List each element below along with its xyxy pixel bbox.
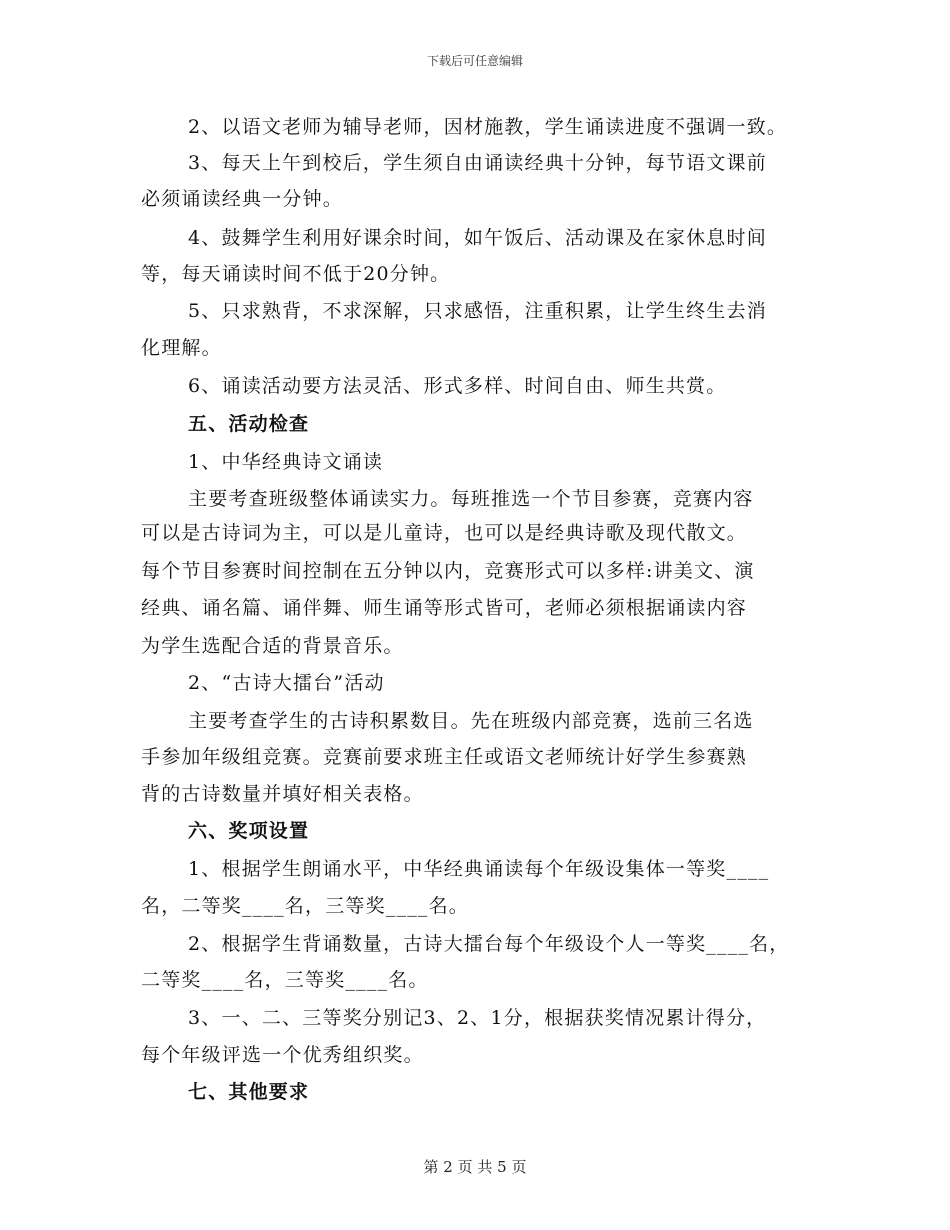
paragraph-line: 等，每天诵读时间不低于20分钟。 <box>141 263 451 285</box>
subsection-heading: 1、中华经典诗文诵读 <box>188 451 384 473</box>
section-heading: 六、奖项设置 <box>188 820 310 842</box>
paragraph-line: 主要考查学生的古诗积累数目。先在班级内部竞赛，选前三名选 <box>188 710 754 732</box>
paragraph-line: 可以是古诗词为主，可以是儿童诗，也可以是经典诗歌及现代散文。 <box>141 522 748 544</box>
paragraph-line: 手参加年级组竞赛。竞赛前要求班主任或语文老师统计好学生参赛熟 <box>141 746 748 768</box>
page-header: 下载后可任意编辑 <box>426 54 523 68</box>
section-heading: 七、其他要求 <box>188 1081 310 1103</box>
paragraph-line: 1、根据学生朗诵水平，中华经典诵读每个年级设集体一等奖____ <box>188 858 770 880</box>
paragraph-line: 5、只求熟背，不求深解，只求感悟，注重积累，让学生终生去消 <box>188 300 767 322</box>
section-heading: 五、活动检查 <box>188 413 310 435</box>
paragraph-line: 每个年级评选一个优秀组织奖。 <box>141 1044 424 1066</box>
paragraph-line: 2、以语文老师为辅导老师，因材施教，学生诵读进度不强调一致。 <box>188 116 788 138</box>
paragraph-line: 4、鼓舞学生利用好课余时间，如午饭后、活动课及在家休息时间 <box>188 227 767 249</box>
subsection-heading: 2、“古诗大擂台”活动 <box>188 672 385 694</box>
paragraph-line: 3、每天上午到校后，学生须自由诵读经典十分钟，每节语文课前 <box>188 152 767 174</box>
paragraph-line: 化理解。 <box>141 337 222 359</box>
page-footer: 第 2 页 共 5 页 <box>423 1158 527 1176</box>
paragraph-line: 必须诵读经典一分钟。 <box>141 188 344 210</box>
paragraph-line: 3、一、二、三等奖分别记3、2、1分，根据获奖情况累计得分， <box>188 1007 767 1029</box>
paragraph-line: 2、根据学生背诵数量，古诗大擂台每个年级设个人一等奖____名， <box>188 933 790 955</box>
paragraph-line: 背的古诗数量并填好相关表格。 <box>141 783 424 805</box>
paragraph-line: 二等奖____名，三等奖____名。 <box>141 969 429 991</box>
paragraph-line: 名，二等奖____名，三等奖____名。 <box>141 895 470 917</box>
paragraph-line: 经典、诵名篇、诵伴舞、师生诵等形式皆可，老师必须根据诵读内容 <box>141 597 748 619</box>
paragraph-line: 主要考查班级整体诵读实力。每班推选一个节目参赛，竞赛内容 <box>188 488 754 510</box>
paragraph-line: 为学生选配合适的背景音乐。 <box>141 635 404 657</box>
paragraph-line: 6、诵读活动要方法灵活、形式多样、时间自由、师生共赏。 <box>188 375 727 397</box>
paragraph-line: 每个节目参赛时间控制在五分钟以内，竞赛形式可以多样:讲美文、演 <box>141 560 755 582</box>
